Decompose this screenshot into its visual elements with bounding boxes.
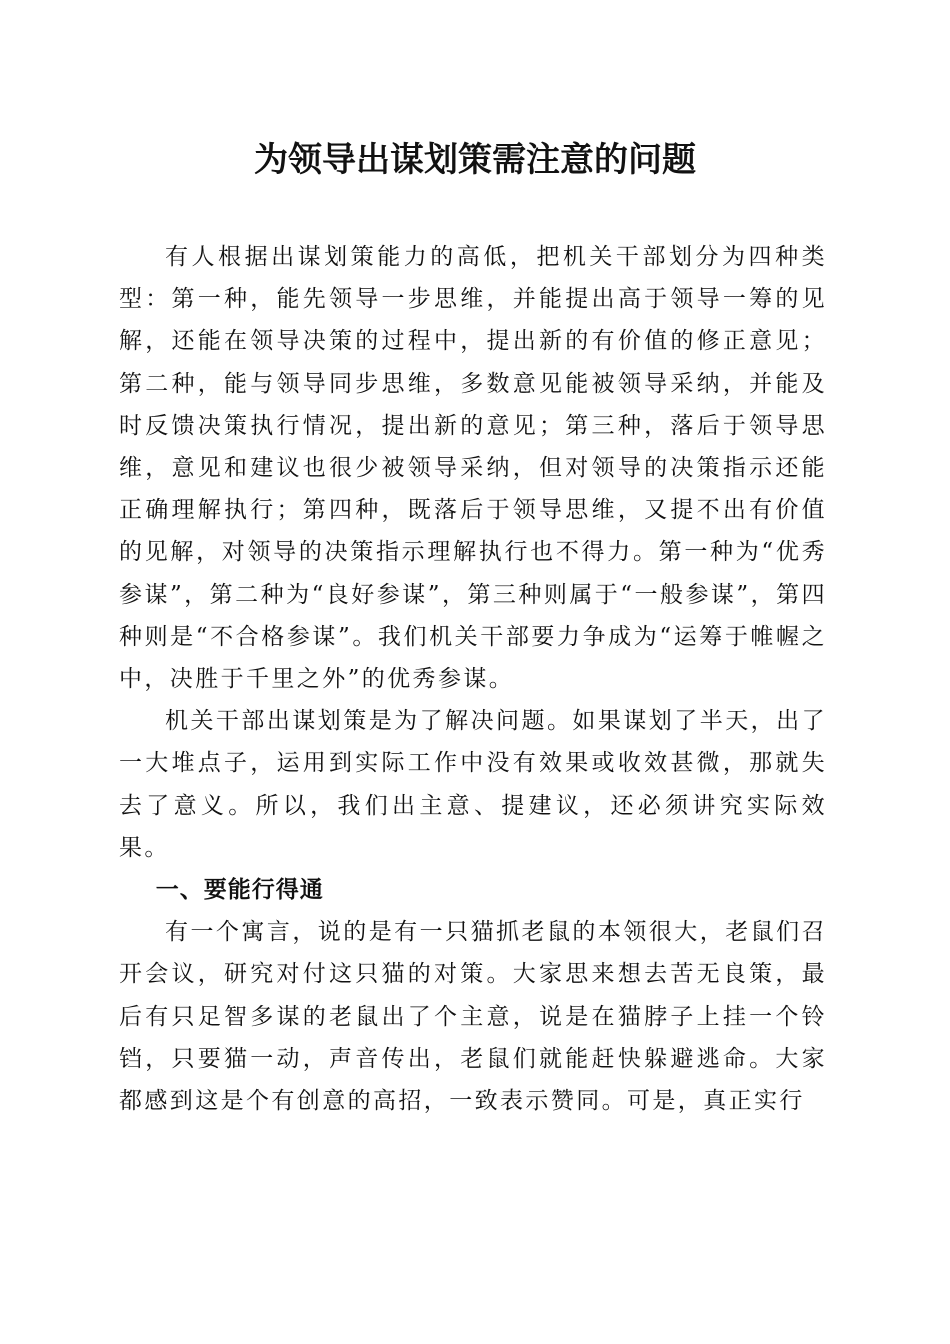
section-heading-1: 一、要能行得通 [155,877,324,904]
document-body [119,236,827,1122]
paragraph-intro: 有人根据出谋划策能力的高低，把机关干部划分为四种类型：第一种，能先领导一步思维，并能提出高于领导一筹的见解，还能在领导决策的过程中，提出新的有价值的修正意见；第二种，能与领导同步思维，多数意见能被领导采纳，并能及时反馈决策执行情况，提出新的意见；第三种，落后于领导思维，意见和建议也很少被领导采纳，但对领导的决策指示还能正确理解执行；第四种，既落后于领导思维，又提不出有价值的见解，对领导的决策指示理解执行也不得力。第一种为“优秀参谋”，第二种为“良好参谋”，第三种则属于“一般参谋”，第四种则是“不合格参谋”。我们机关干部要力争成为“运筹于帷幄之中，决胜于千里之外”的优秀参谋。 [119,244,827,693]
paragraph-fable: 有一个寓言，说的是有一只猫抓老鼠的本领很大，老鼠们召开会议，研究对付这只猫的对策。大家思来想去苦无良策，最后有只足智多谋的老鼠出了个主意，说是在猫脖子上挂一个铃铛，只要猫一动，声音传出，老鼠们就能赶快躲避逃命。大家都感到这是个有创意的高招，一致表示赞同。可是，真正实行 [119,919,827,1115]
page-title: 为领导出谋划策需注意的问题 [254,140,696,180]
paragraph-purpose: 机关干部出谋划策是为了解决问题。如果谋划了半天，出了一大堆点子，运用到实际工作中没有效果或收效甚微，那就失去了意义。所以，我们出主意、提建议，还必须讲究实际效果。 [119,708,827,861]
